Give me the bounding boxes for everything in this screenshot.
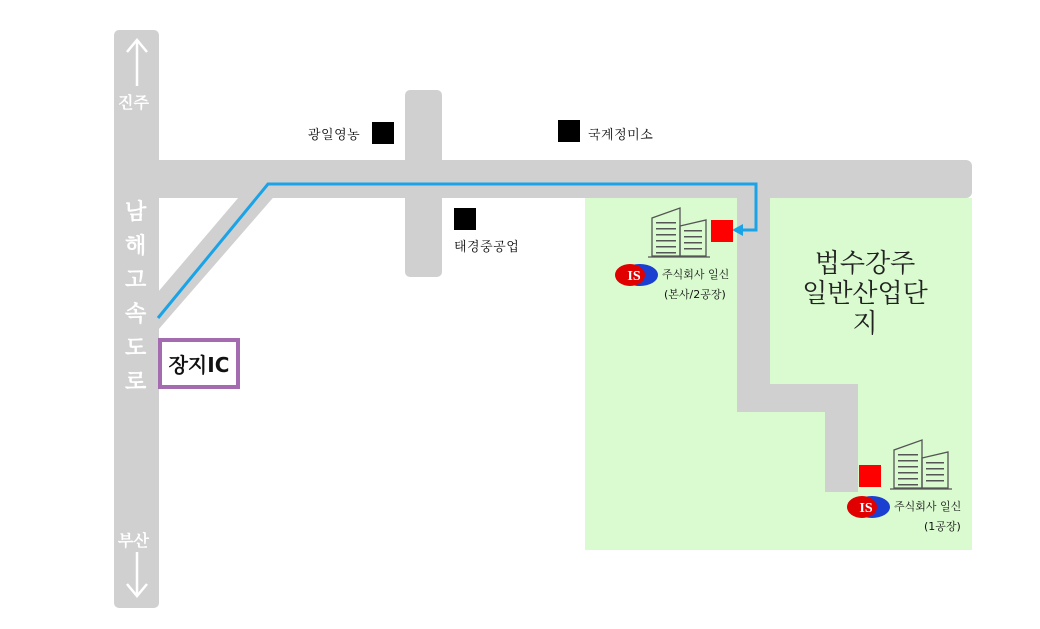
interchange-label: 장지IC — [158, 338, 240, 389]
landmark-gwangil-marker — [372, 122, 394, 144]
industrial-zone-title — [790, 250, 940, 340]
highway-name-char: 로 — [125, 370, 147, 395]
company-hq-marker — [711, 220, 733, 242]
svg-text:IS: IS — [859, 501, 873, 516]
industrial-zone-title-line2: 일반산업단지 — [802, 278, 928, 339]
highway-name-char: 해 — [125, 234, 147, 259]
direction-south-label: 부산 — [118, 531, 149, 550]
company-logo-icon — [846, 494, 890, 520]
company-logo-icon — [614, 262, 658, 288]
landmark-taegyeong-label: 태경중공업 — [454, 240, 520, 255]
building-icon — [648, 202, 710, 260]
highway-name-char: 남 — [125, 200, 147, 225]
highway-name-char: 속 — [125, 302, 147, 327]
highway-name-char: 고 — [125, 268, 147, 293]
svg-text:IS: IS — [627, 269, 641, 284]
landmark-gwangil-label: 광일영농 — [308, 128, 361, 143]
arrow-down-icon — [122, 550, 152, 602]
landmark-taegyeong-marker — [454, 208, 476, 230]
landmark-gukgye-marker — [558, 120, 580, 142]
highway-name-char: 도 — [125, 336, 147, 361]
ic-ramp — [158, 184, 285, 330]
arrow-up-icon — [122, 36, 152, 88]
building-icon — [890, 434, 952, 492]
company-plant1-sub: (1공장) — [924, 520, 961, 533]
company-plant1-marker — [859, 465, 881, 487]
direction-north-label: 진주 — [118, 93, 149, 112]
route-arrowhead — [732, 224, 743, 236]
company-hq-name: 주식회사 일신 — [662, 268, 730, 281]
company-hq-sub: (본사/2공장) — [664, 288, 726, 301]
industrial-zone-title-line1: 법수강주 — [814, 249, 916, 279]
company-plant1-name: 주식회사 일신 — [894, 500, 962, 513]
landmark-gukgye-label: 국계정미소 — [588, 128, 654, 143]
